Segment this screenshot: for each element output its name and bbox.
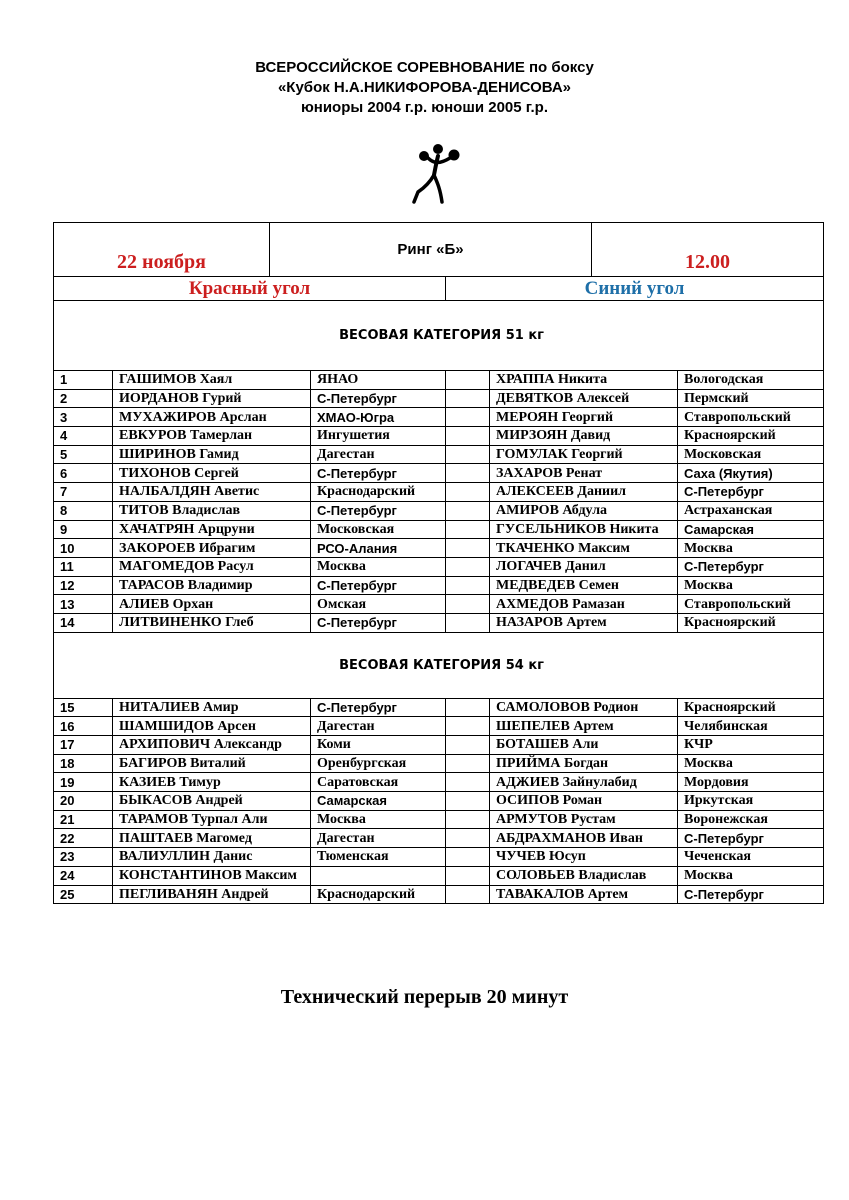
category-title: ВЕСОВАЯ КАТЕГОРИЯ 54 кг [54, 632, 824, 698]
bout-row [54, 736, 824, 755]
blue-boxer-name: ХРАППА Никита [490, 371, 678, 390]
bout-row [54, 445, 824, 464]
red-boxer-region: Дагестан [311, 445, 446, 464]
blue-boxer-region: Москва [678, 576, 824, 595]
spacer-cell [446, 792, 490, 811]
bout-row [54, 576, 824, 595]
bout-row [54, 810, 824, 829]
ring-label: Ринг «Б» [270, 223, 592, 277]
red-boxer-name: ТАРАСОВ Владимир [113, 576, 311, 595]
spacer-cell [446, 829, 490, 848]
red-boxer-region: С-Петербург [311, 389, 446, 408]
red-boxer-name: НАЛБАЛДЯН Аветис [113, 483, 311, 502]
spacer-cell [446, 501, 490, 520]
bout-number: 9 [54, 520, 113, 539]
blue-boxer-region: Московская [678, 445, 824, 464]
red-boxer-name: ТИХОНОВ Сергей [113, 464, 311, 483]
blue-boxer-name: МЕДВЕДЕВ Семен [490, 576, 678, 595]
bout-info-table [53, 222, 824, 301]
blue-boxer-name: ТАВАКАЛОВ Артем [490, 885, 678, 904]
spacer-cell [446, 389, 490, 408]
blue-boxer-region: Иркутская [678, 792, 824, 811]
red-boxer-region: ХМАО-Югра [311, 408, 446, 427]
blue-boxer-name: АРМУТОВ Рустам [490, 810, 678, 829]
bout-row [54, 408, 824, 427]
spacer-cell [446, 736, 490, 755]
bout-row [54, 557, 824, 576]
document-header [0, 58, 849, 118]
blue-boxer-region: Чеченская [678, 848, 824, 867]
bout-row [54, 866, 824, 885]
red-boxer-name: ТАРАМОВ Турпал Али [113, 810, 311, 829]
bout-number: 11 [54, 557, 113, 576]
bout-number: 4 [54, 427, 113, 446]
red-boxer-region: Саратовская [311, 773, 446, 792]
blue-boxer-name: ОСИПОВ Роман [490, 792, 678, 811]
spacer-cell [446, 773, 490, 792]
bout-row [54, 698, 824, 717]
title-line-2: «Кубок Н.А.НИКИФОРОВА-ДЕНИСОВА» [277, 79, 572, 96]
bout-number: 21 [54, 810, 113, 829]
blue-boxer-region: Челябинская [678, 717, 824, 736]
bout-row [54, 792, 824, 811]
bout-row [54, 829, 824, 848]
red-boxer-region: Коми [311, 736, 446, 755]
spacer-cell [446, 754, 490, 773]
bout-number: 15 [54, 698, 113, 717]
spacer-cell [446, 520, 490, 539]
red-boxer-region: С-Петербург [311, 464, 446, 483]
blue-boxer-name: НАЗАРОВ Артем [490, 613, 678, 632]
boxer-icon [410, 142, 462, 204]
blue-boxer-name: ШЕПЕЛЕВ Артем [490, 717, 678, 736]
bout-row [54, 613, 824, 632]
red-boxer-name: АРХИПОВИЧ Александр [113, 736, 311, 755]
blue-corner-label: Синий угол [446, 277, 824, 301]
spacer-cell [446, 848, 490, 867]
bout-number: 23 [54, 848, 113, 867]
spacer-cell [446, 595, 490, 614]
red-boxer-region: Москва [311, 810, 446, 829]
red-boxer-name: КОНСТАНТИНОВ Максим [113, 866, 311, 885]
blue-boxer-region: Ставропольский [678, 595, 824, 614]
blue-boxer-region: Красноярский [678, 698, 824, 717]
category-title: ВЕСОВАЯ КАТЕГОРИЯ 51 кг [54, 301, 824, 371]
bout-number: 18 [54, 754, 113, 773]
bout-number: 5 [54, 445, 113, 464]
bout-row [54, 501, 824, 520]
bout-row [54, 773, 824, 792]
blue-boxer-region: Ставропольский [678, 408, 824, 427]
blue-boxer-name: ГОМУЛАК Георгий [490, 445, 678, 464]
red-boxer-name: ШИРИНОВ Гамид [113, 445, 311, 464]
red-boxer-region: Краснодарский [311, 483, 446, 502]
bout-number: 25 [54, 885, 113, 904]
blue-boxer-name: АХМЕДОВ Рамазан [490, 595, 678, 614]
bout-number: 14 [54, 613, 113, 632]
blue-boxer-name: АМИРОВ Абдула [490, 501, 678, 520]
red-boxer-region: С-Петербург [311, 698, 446, 717]
blue-boxer-name: ПРИЙМА Богдан [490, 754, 678, 773]
red-boxer-region: Тюменская [311, 848, 446, 867]
bout-row [54, 848, 824, 867]
blue-boxer-name: ЗАХАРОВ Ренат [490, 464, 678, 483]
blue-boxer-region: Москва [678, 754, 824, 773]
red-boxer-name: БАГИРОВ Виталий [113, 754, 311, 773]
start-time: 12.00 [592, 223, 824, 277]
bouts-table [53, 300, 824, 904]
bout-number: 12 [54, 576, 113, 595]
red-boxer-region: С-Петербург [311, 576, 446, 595]
blue-boxer-region: КЧР [678, 736, 824, 755]
bout-number: 3 [54, 408, 113, 427]
red-corner-label: Красный угол [54, 277, 446, 301]
bout-number: 24 [54, 866, 113, 885]
red-boxer-region: Самарская [311, 792, 446, 811]
bout-number: 1 [54, 371, 113, 390]
spacer-cell [446, 408, 490, 427]
blue-boxer-region: Вологодская [678, 371, 824, 390]
blue-boxer-region: Астраханская [678, 501, 824, 520]
blue-boxer-region: Красноярский [678, 613, 824, 632]
red-boxer-region: Дагестан [311, 829, 446, 848]
red-boxer-region: ЯНАО [311, 371, 446, 390]
red-boxer-region [311, 866, 446, 885]
bout-row [54, 483, 824, 502]
red-boxer-name: МАГОМЕДОВ Расул [113, 557, 311, 576]
blue-boxer-region: С-Петербург [678, 885, 824, 904]
spacer-cell [446, 885, 490, 904]
blue-boxer-region: Москва [678, 866, 824, 885]
spacer-cell [446, 717, 490, 736]
category-row [54, 301, 824, 371]
category-row [54, 632, 824, 698]
red-boxer-name: КАЗИЕВ Тимур [113, 773, 311, 792]
red-boxer-name: ЛИТВИНЕНКО Глеб [113, 613, 311, 632]
spacer-cell [446, 613, 490, 632]
blue-boxer-name: АДЖИЕВ Зайнулабид [490, 773, 678, 792]
blue-boxer-region: С-Петербург [678, 483, 824, 502]
red-boxer-region: Московская [311, 520, 446, 539]
red-boxer-name: НИТАЛИЕВ Амир [113, 698, 311, 717]
red-boxer-name: ХАЧАТРЯН Арцруни [113, 520, 311, 539]
red-boxer-name: ГАШИМОВ Хаял [113, 371, 311, 390]
red-boxer-region: С-Петербург [311, 613, 446, 632]
spacer-cell [446, 427, 490, 446]
bout-number: 16 [54, 717, 113, 736]
red-boxer-region: Омская [311, 595, 446, 614]
date: 22 ноября [54, 223, 270, 277]
blue-boxer-region: Самарская [678, 520, 824, 539]
bout-row [54, 717, 824, 736]
bout-number: 10 [54, 539, 113, 558]
blue-boxer-name: АБДРАХМАНОВ Иван [490, 829, 678, 848]
blue-boxer-region: Воронежская [678, 810, 824, 829]
red-boxer-region: Ингушетия [311, 427, 446, 446]
red-boxer-name: ЕВКУРОВ Тамерлан [113, 427, 311, 446]
bout-row [54, 520, 824, 539]
blue-boxer-name: БОТАШЕВ Али [490, 736, 678, 755]
bout-row [54, 371, 824, 390]
red-boxer-name: ТИТОВ Владислав [113, 501, 311, 520]
red-boxer-name: АЛИЕВ Орхан [113, 595, 311, 614]
red-boxer-region: Москва [311, 557, 446, 576]
bout-number: 7 [54, 483, 113, 502]
spacer-cell [446, 445, 490, 464]
bout-number: 2 [54, 389, 113, 408]
spacer-cell [446, 539, 490, 558]
red-boxer-name: ВАЛИУЛЛИН Данис [113, 848, 311, 867]
red-boxer-name: БЫКАСОВ Андрей [113, 792, 311, 811]
red-boxer-name: ПЕГЛИВАНЯН Андрей [113, 885, 311, 904]
blue-boxer-name: ЧУЧЕВ Юсуп [490, 848, 678, 867]
bout-number: 13 [54, 595, 113, 614]
blue-boxer-region: Красноярский [678, 427, 824, 446]
bout-number: 20 [54, 792, 113, 811]
spacer-cell [446, 698, 490, 717]
blue-boxer-name: ЛОГАЧЕВ Данил [490, 557, 678, 576]
spacer-cell [446, 866, 490, 885]
bout-number: 19 [54, 773, 113, 792]
bout-row [54, 427, 824, 446]
red-boxer-region: Краснодарский [311, 885, 446, 904]
bout-number: 6 [54, 464, 113, 483]
blue-boxer-name: СОЛОВЬЕВ Владислав [490, 866, 678, 885]
blue-boxer-region: С-Петербург [678, 829, 824, 848]
bout-number: 8 [54, 501, 113, 520]
bout-row [54, 539, 824, 558]
bout-row [54, 885, 824, 904]
spacer-cell [446, 810, 490, 829]
red-boxer-name: ШАМШИДОВ Арсен [113, 717, 311, 736]
bout-row [54, 754, 824, 773]
bout-number: 22 [54, 829, 113, 848]
break-notice: Технический перерыв 20 минут [280, 986, 569, 1008]
red-boxer-region: Оренбургская [311, 754, 446, 773]
red-boxer-region: РСО-Алания [311, 539, 446, 558]
blue-boxer-name: ДЕВЯТКОВ Алексей [490, 389, 678, 408]
blue-boxer-region: Мордовия [678, 773, 824, 792]
spacer-cell [446, 483, 490, 502]
red-boxer-name: МУХАЖИРОВ Арслан [113, 408, 311, 427]
blue-boxer-region: Саха (Якутия) [678, 464, 824, 483]
spacer-cell [446, 464, 490, 483]
red-boxer-name: ЗАКОРОЕВ Ибрагим [113, 539, 311, 558]
bout-row [54, 595, 824, 614]
red-boxer-region: С-Петербург [311, 501, 446, 520]
red-boxer-name: ПАШТАЕВ Магомед [113, 829, 311, 848]
spacer-cell [446, 576, 490, 595]
spacer-cell [446, 557, 490, 576]
red-boxer-name: ИОРДАНОВ Гурий [113, 389, 311, 408]
red-boxer-region: Дагестан [311, 717, 446, 736]
bout-row [54, 389, 824, 408]
spacer-cell [446, 371, 490, 390]
blue-boxer-name: САМОЛОВОВ Родион [490, 698, 678, 717]
blue-boxer-region: С-Петербург [678, 557, 824, 576]
blue-boxer-region: Пермский [678, 389, 824, 408]
blue-boxer-name: МИРЗОЯН Давид [490, 427, 678, 446]
title-line-1: ВСЕРОССИЙСКОЕ СОРЕВНОВАНИЕ по боксу [255, 59, 594, 76]
blue-boxer-name: АЛЕКСЕЕВ Даниил [490, 483, 678, 502]
bout-number: 17 [54, 736, 113, 755]
title-line-3: юниоры 2004 г.р. юноши 2005 г.р. [300, 99, 549, 116]
blue-boxer-name: ГУСЕЛЬНИКОВ Никита [490, 520, 678, 539]
blue-boxer-region: Москва [678, 539, 824, 558]
blue-boxer-name: ТКАЧЕНКО Максим [490, 539, 678, 558]
blue-boxer-name: МЕРОЯН Георгий [490, 408, 678, 427]
bout-row [54, 464, 824, 483]
